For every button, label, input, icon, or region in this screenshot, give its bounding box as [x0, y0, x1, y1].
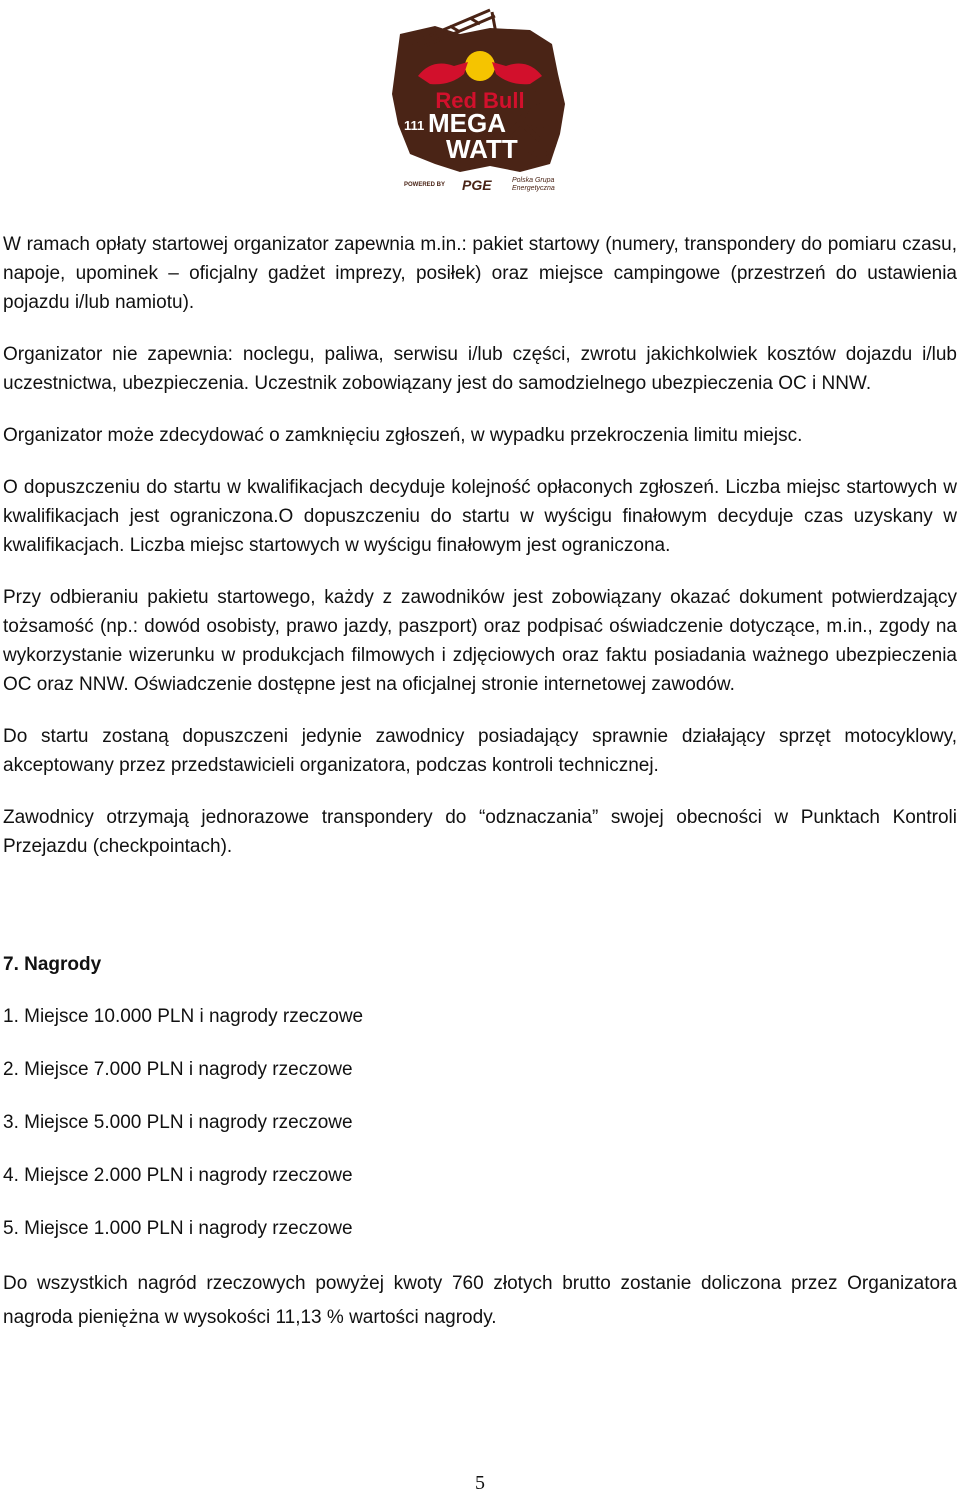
prize-item: 3. Miejsce 5.000 PLN i nagrody rzeczowe — [3, 1112, 353, 1133]
logo-brand-line1: Red Bull — [435, 88, 525, 113]
red-bull-megawatt-logo-graphic — [380, 4, 580, 196]
event-logo — [380, 4, 580, 196]
sun-icon — [465, 51, 495, 81]
logo-sponsor-sub2: Energetyczna — [512, 185, 555, 192]
logo-powered-by: POWERED BY — [404, 182, 446, 188]
prize-item: 1. Miejsce 10.000 PLN i nagrody rzeczowe — [3, 1006, 364, 1027]
prizes-note: Do wszystkich nagród rzeczowych powyżej kwoty 760 złotych brutto zostanie doliczona przez Organizatora nagroda pieniężna w wysokości 11,13 % wartości nagrody. — [3, 1273, 957, 1328]
section-spacer — [3, 884, 957, 950]
paragraph-qualification: O dopuszczeniu do startu w kwalifikacjach decyduje kolejność opłaconych zgłoszeń. Liczba miejsc startowych w kwalifikacjach jest ograniczona.O dopuszczeniu do startu w wyścigu finałowym decyduje czas uzyskany w kwalifikacjach. Liczba miejsc startowych w wyścigu finałowym jest ograniczona. — [3, 477, 957, 556]
prizes-heading: 7. Nagrody — [3, 954, 102, 975]
paragraph-identity: Przy odbieraniu pakietu startowego, każdy z zawodników jest zobowiązany okazać dokument potwierdzający tożsamość (np.: dowód osobisty, prawo jazdy, paszport) oraz podpisać oświadczenie dotyczące, m.in., zgody na wykorzystanie wizerunku w produkcjach filmowych i zdjęciowych oraz faktu posiadania ważnego ubezpieczenia OC oraz NNW. Oświadczenie dostępne jest na oficjalnej stronie internetowej zawodów. — [3, 587, 957, 695]
logo-brand-line2: MEGA — [428, 108, 506, 138]
paragraph-transponders: Zawodnicy otrzymają jednorazowe transpondery do “odznaczania” swojej obecności w Punktach Kontroli Przejazdu (checkpointach). — [3, 807, 957, 857]
paragraph-close-registration: Organizator może zdecydować o zamknięciu zgłoszeń, w wypadku przekroczenia limitu miejsc. — [3, 425, 803, 446]
document-body — [3, 230, 957, 1354]
logo-sponsor-sub1: Polska Grupa — [512, 177, 555, 184]
paragraph-not-provided: Organizator nie zapewnia: noclegu, paliwa, serwisu i/lub części, zwrotu jakichkolwiek kosztów dojazdu i/lub uczestnictwa, ubezpieczenia. Uczestnik zobowiązany jest do samodzielnego ubezpieczenia OC i NNW. — [3, 344, 957, 394]
logo-brand-line3: WATT — [446, 134, 518, 164]
paragraph-start-fee: W ramach opłaty startowej organizator zapewnia m.in.: pakiet startowy (numery, transpondery do pomiaru czasu, napoje, upominek – oficjalny gadżet imprezy, posiłek) oraz miejsce campingowe (przestrzeń do ustawienia pojazdu i/lub namiotu). — [3, 234, 957, 313]
logo-sponsor: PGE — [462, 177, 492, 193]
logo-brand-prefix: 111 — [404, 118, 425, 133]
paragraph-equipment: Do startu zostaną dopuszczeni jedynie zawodnicy posiadający sprawnie działający sprzęt motocyklowy, akceptowany przez przedstawicieli organizatora, podczas kontroli technicznej. — [3, 726, 957, 776]
prize-item: 4. Miejsce 2.000 PLN i nagrody rzeczowe — [3, 1165, 353, 1186]
prize-item: 5. Miejsce 1.000 PLN i nagrody rzeczowe — [3, 1218, 353, 1239]
prize-item: 2. Miejsce 7.000 PLN i nagrody rzeczowe — [3, 1059, 353, 1080]
page-number: 5 — [475, 1472, 485, 1494]
